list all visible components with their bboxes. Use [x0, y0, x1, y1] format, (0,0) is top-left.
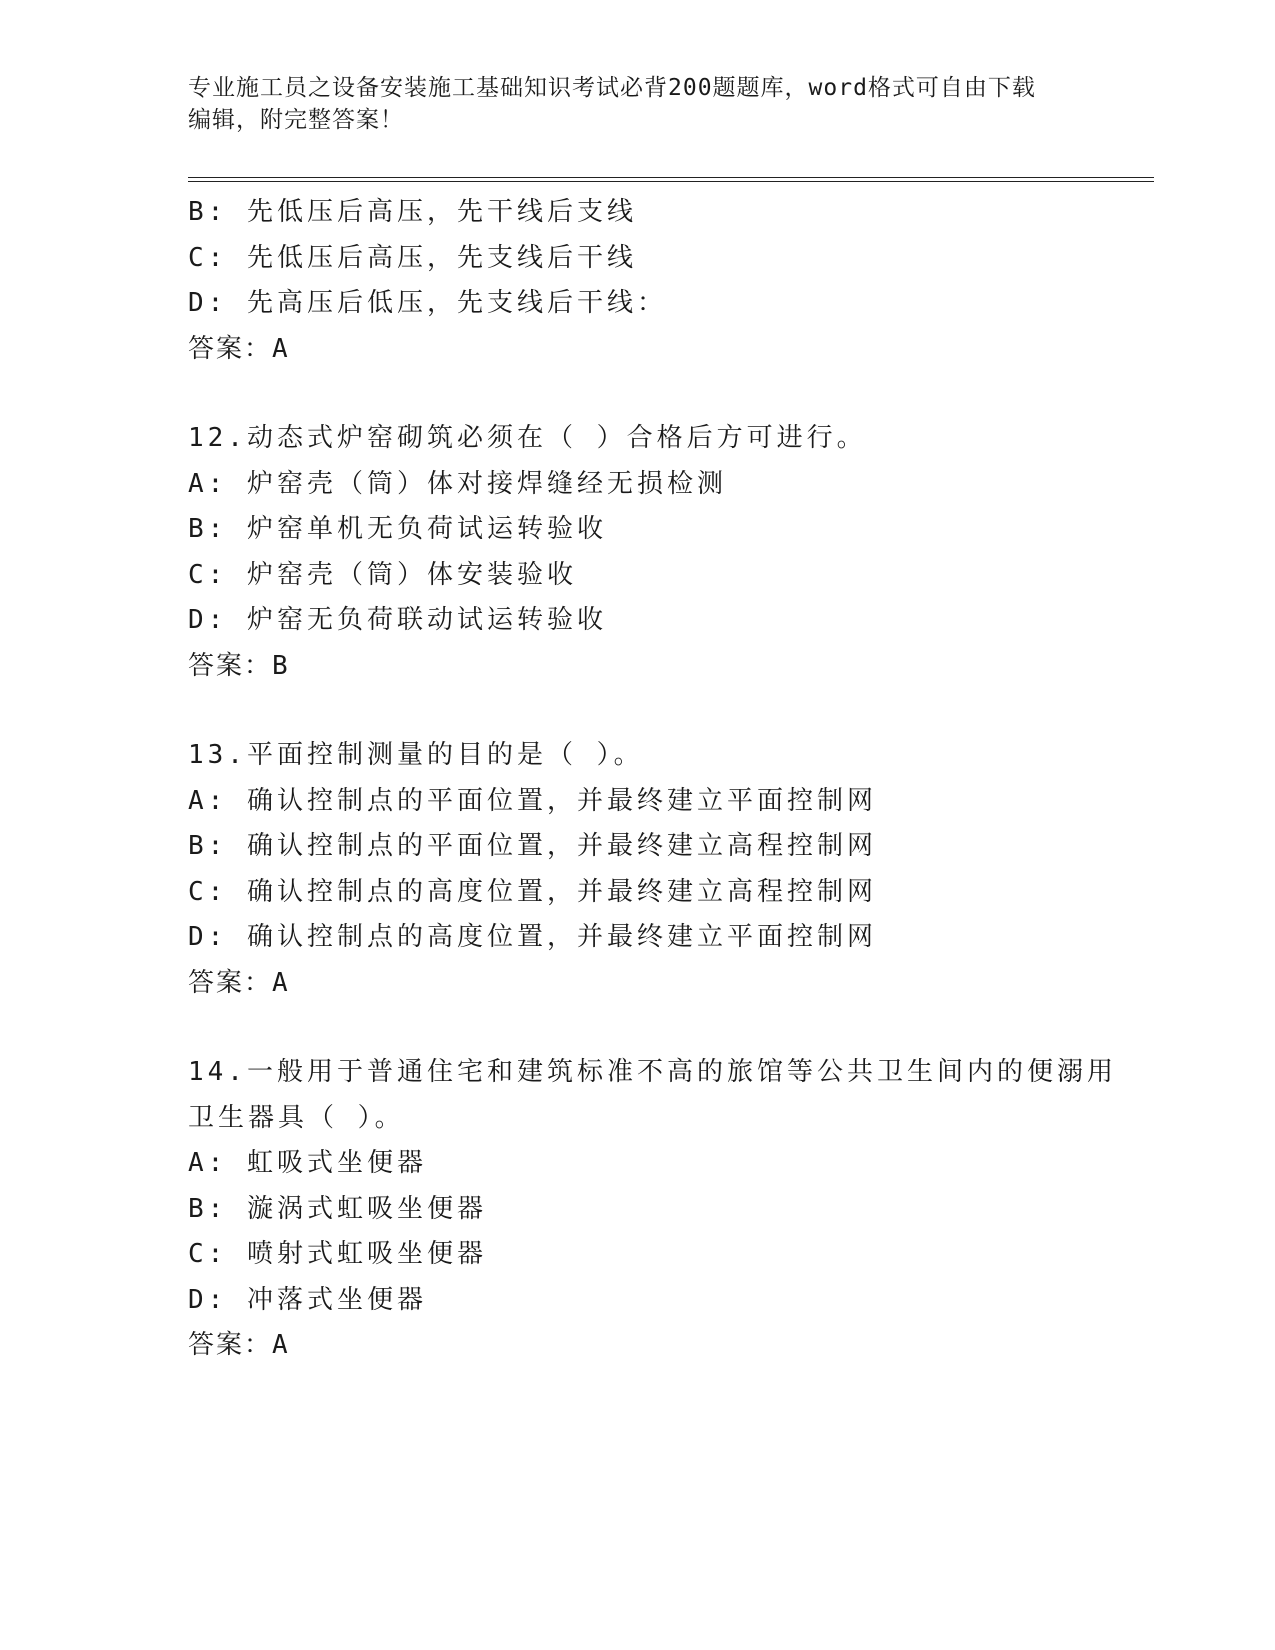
document-header	[188, 72, 1068, 136]
header-divider-top	[188, 177, 1154, 178]
option-line: B: 炉窑单机无负荷试运转验收	[188, 514, 607, 544]
question-stem: 14.一般用于普通住宅和建筑标准不高的旅馆等公共卫生间内的便溺用	[188, 1057, 1117, 1087]
spacer	[188, 372, 1148, 416]
option-line: B: 漩涡式虹吸坐便器	[188, 1193, 487, 1224]
spacer	[188, 689, 1148, 733]
option-line: A: 虹吸式坐便器	[188, 1148, 427, 1178]
option-line: C: 喷射式虹吸坐便器	[188, 1239, 487, 1269]
option-line: D: 冲落式坐便器	[188, 1284, 427, 1315]
option-line: B: 先低压后高压，先干线后支线	[188, 197, 637, 227]
question-stem: 12.动态式炉窑砌筑必须在（ ）合格后方可进行。	[188, 423, 867, 453]
option-line: C: 确认控制点的高度位置，并最终建立高程控制网	[188, 876, 877, 907]
question-14	[188, 1050, 1148, 1369]
option-line: A: 确认控制点的平面位置，并最终建立平面控制网	[188, 785, 877, 816]
answer-line: 答案：B	[188, 650, 290, 681]
header-line-2: 编辑，附完整答案！	[188, 107, 404, 133]
answer-line: 答案：A	[188, 1330, 290, 1360]
option-line: A: 炉窑壳（筒）体对接焊缝经无损检测	[188, 468, 727, 499]
answer-line: 答案：A	[188, 967, 290, 998]
option-line: D: 先高压后低压，先支线后干线：	[188, 288, 667, 318]
answer-line: 答案：A	[188, 333, 290, 364]
question-13	[188, 733, 1148, 1006]
option-line: D: 确认控制点的高度位置，并最终建立平面控制网	[188, 922, 877, 952]
question-12	[188, 416, 1148, 689]
header-line-1: 专业施工员之设备安装施工基础知识考试必背200题题库，word格式可自由下载	[188, 75, 1036, 101]
option-line: C: 炉窑壳（筒）体安装验收	[188, 559, 577, 590]
document-body	[188, 190, 1148, 1369]
question-stem: 13.平面控制测量的目的是（ ）。	[188, 740, 644, 770]
option-line: C: 先低压后高压，先支线后干线	[188, 242, 637, 273]
header-divider-bottom	[188, 181, 1154, 182]
spacer	[188, 1006, 1148, 1050]
question-stem-continued: 卫生器具（ ）。	[188, 1102, 405, 1133]
question-11-continued	[188, 190, 1148, 372]
option-line: D: 炉窑无负荷联动试运转验收	[188, 605, 607, 635]
option-line: B: 确认控制点的平面位置，并最终建立高程控制网	[188, 831, 877, 861]
